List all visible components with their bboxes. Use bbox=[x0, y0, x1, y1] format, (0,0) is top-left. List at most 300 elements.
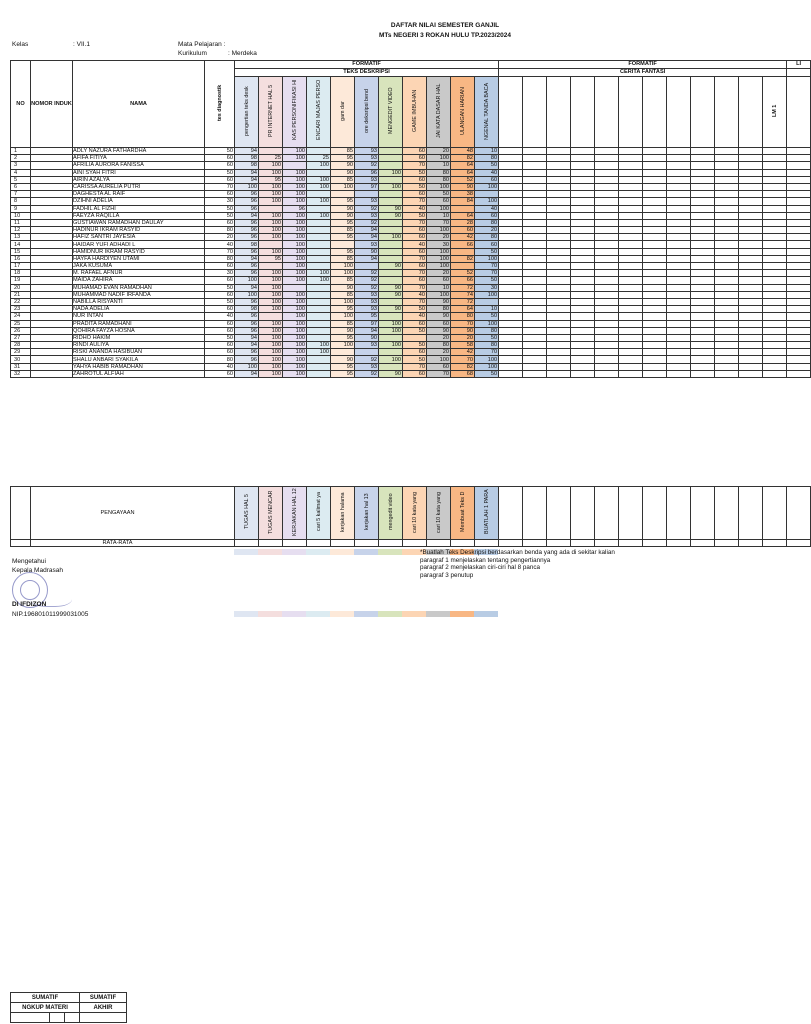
cell-blank bbox=[499, 176, 523, 183]
cell-blank bbox=[643, 284, 667, 291]
cell-blank bbox=[523, 155, 547, 162]
cell-blank bbox=[643, 162, 667, 169]
rata-cell bbox=[259, 540, 283, 547]
cell-blank bbox=[787, 212, 811, 219]
cell-blank bbox=[523, 255, 547, 262]
cell-score: 10 bbox=[427, 162, 451, 169]
cell-blank bbox=[763, 356, 787, 363]
cell-nomor-induk bbox=[31, 277, 73, 284]
cell-score: 90 bbox=[379, 263, 403, 270]
cell-score: 94 bbox=[235, 370, 259, 377]
cell-score: 94 bbox=[235, 284, 259, 291]
cell-nama: CARISSA AURELIA PUTRI bbox=[73, 183, 205, 190]
cell-blank bbox=[547, 191, 571, 198]
cell-blank bbox=[787, 342, 811, 349]
cell-blank bbox=[499, 198, 523, 205]
cell-blank bbox=[715, 298, 739, 305]
title-line1: DAFTAR NILAI SEMESTER GANJIL bbox=[390, 22, 500, 29]
cell-blank bbox=[523, 277, 547, 284]
cell-score: 60 bbox=[403, 234, 427, 241]
table-row bbox=[11, 263, 811, 270]
cell-blank bbox=[547, 284, 571, 291]
header-subcol-label: MENGEDIT VIDEO bbox=[387, 87, 394, 135]
cell-blank bbox=[547, 155, 571, 162]
cell-blank bbox=[499, 241, 523, 248]
cell-blank bbox=[571, 248, 595, 255]
rata-cell bbox=[739, 540, 763, 547]
cell-tes: 60 bbox=[205, 155, 235, 162]
cell-blank bbox=[667, 356, 691, 363]
cell-blank bbox=[691, 205, 715, 212]
cell-score: 96 bbox=[235, 263, 259, 270]
color-swatch bbox=[330, 549, 354, 555]
cell-no: 21 bbox=[11, 291, 31, 298]
header-lm1-label: LM 1 bbox=[771, 104, 778, 118]
cell-no: 32 bbox=[11, 370, 31, 377]
cell-blank bbox=[787, 313, 811, 320]
cell-blank bbox=[667, 219, 691, 226]
cell-blank bbox=[763, 291, 787, 298]
cell-score bbox=[379, 298, 403, 305]
cell-blank bbox=[643, 169, 667, 176]
header-blank bbox=[787, 76, 811, 147]
cell-nama: SHALU ANBARI SYAKILA bbox=[73, 356, 205, 363]
color-swatch bbox=[402, 611, 426, 617]
cell-blank bbox=[595, 205, 619, 212]
cell-score: 60 bbox=[403, 263, 427, 270]
cell-score: 70 bbox=[403, 162, 427, 169]
cell-blank bbox=[595, 284, 619, 291]
cell-blank bbox=[523, 298, 547, 305]
cell-blank bbox=[547, 320, 571, 327]
cell-blank bbox=[595, 227, 619, 234]
cell-blank bbox=[595, 306, 619, 313]
cell-blank bbox=[619, 306, 643, 313]
header-subcol-label: ore deksripsi bend bbox=[363, 88, 370, 133]
cell-score bbox=[307, 291, 331, 298]
cell-score: 94 bbox=[235, 334, 259, 341]
pengayaan-subcol-label: TUGAS HAL 5 bbox=[243, 494, 250, 530]
cell-blank bbox=[715, 148, 739, 155]
cell-score: 93 bbox=[355, 306, 379, 313]
header-blank bbox=[499, 76, 523, 147]
cell-blank bbox=[571, 320, 595, 327]
cell-blank bbox=[619, 363, 643, 370]
cell-blank bbox=[739, 169, 763, 176]
pengayaan-label: PENGAYAAN bbox=[31, 487, 235, 540]
pengayaan-subcol-label: KERJAKAN HAL 12 bbox=[291, 488, 298, 536]
cell-blank bbox=[499, 255, 523, 262]
cell-score: 100 bbox=[379, 169, 403, 176]
rata-cell bbox=[403, 540, 427, 547]
cell-blank bbox=[619, 320, 643, 327]
cell-score bbox=[307, 306, 331, 313]
table-row bbox=[11, 227, 811, 234]
cell-blank bbox=[643, 227, 667, 234]
cell-score: 100 bbox=[283, 277, 307, 284]
cell-score: 42 bbox=[451, 349, 475, 356]
cell-score: 100 bbox=[283, 306, 307, 313]
cell-blank bbox=[667, 263, 691, 270]
cell-score: 90 bbox=[331, 284, 355, 291]
cell-score: 60 bbox=[403, 370, 427, 377]
cell-blank bbox=[691, 191, 715, 198]
cell-blank bbox=[739, 176, 763, 183]
cell-score: 70 bbox=[427, 370, 451, 377]
cell-blank bbox=[667, 284, 691, 291]
cell-score: 90 bbox=[427, 327, 451, 334]
cell-blank bbox=[619, 334, 643, 341]
cell-no: 24 bbox=[11, 313, 31, 320]
cell-blank bbox=[763, 155, 787, 162]
table-row bbox=[11, 191, 811, 198]
cell-blank bbox=[739, 277, 763, 284]
cell-score: 98 bbox=[235, 306, 259, 313]
cell-score: 20 bbox=[427, 349, 451, 356]
cell-score: 100 bbox=[475, 363, 499, 370]
cell-score: 100 bbox=[307, 277, 331, 284]
cell-score: 100 bbox=[427, 227, 451, 234]
cell-blank bbox=[691, 155, 715, 162]
cell-score: 20 bbox=[427, 148, 451, 155]
cell-blank bbox=[643, 205, 667, 212]
cell-blank bbox=[715, 176, 739, 183]
cell-blank bbox=[499, 191, 523, 198]
cell-score: 80 bbox=[427, 342, 451, 349]
cell-score: 20 bbox=[427, 334, 451, 341]
table-row bbox=[11, 169, 811, 176]
cell-blank bbox=[643, 191, 667, 198]
color-swatch bbox=[282, 611, 306, 617]
cell-blank bbox=[643, 320, 667, 327]
cell-blank bbox=[787, 363, 811, 370]
cell-score: 100 bbox=[283, 334, 307, 341]
cell-score: 96 bbox=[235, 248, 259, 255]
cell-score: 64 bbox=[451, 306, 475, 313]
cell-blank bbox=[715, 327, 739, 334]
instruction-notes bbox=[420, 549, 615, 579]
cell-blank bbox=[547, 219, 571, 226]
cell-blank bbox=[739, 363, 763, 370]
cell-score bbox=[355, 191, 379, 198]
cell-blank bbox=[499, 291, 523, 298]
cell-score: 95 bbox=[331, 306, 355, 313]
cell-blank bbox=[667, 277, 691, 284]
cell-blank bbox=[763, 298, 787, 305]
cell-score: 98 bbox=[235, 155, 259, 162]
cell-tes: 60 bbox=[205, 263, 235, 270]
cell-blank bbox=[763, 234, 787, 241]
cell-score: 100 bbox=[259, 219, 283, 226]
cell-blank bbox=[643, 334, 667, 341]
cell-blank bbox=[547, 370, 571, 377]
cell-score: 94 bbox=[355, 227, 379, 234]
cell-score bbox=[475, 298, 499, 305]
header-subcol-label: PR INTERNET HAL 5 bbox=[267, 84, 274, 137]
cell-blank bbox=[739, 356, 763, 363]
cell-blank bbox=[523, 349, 547, 356]
cell-score: 52 bbox=[451, 176, 475, 183]
cell-score bbox=[379, 162, 403, 169]
header-subcol bbox=[475, 76, 499, 147]
cell-blank bbox=[643, 234, 667, 241]
cell-blank bbox=[763, 270, 787, 277]
pengayaan-subcol-label: TUGAS MENCAR bbox=[267, 490, 274, 534]
cell-nomor-induk bbox=[31, 169, 73, 176]
cell-score: 100 bbox=[283, 183, 307, 190]
cell-nama: JAKA KUSUMA bbox=[73, 263, 205, 270]
cell-score: 95 bbox=[259, 176, 283, 183]
cell-blank bbox=[787, 198, 811, 205]
header-teks-deskripsi: TEKS DESKRIPSI bbox=[235, 68, 499, 76]
cell-score: 66 bbox=[451, 241, 475, 248]
cell-score: 82 bbox=[451, 255, 475, 262]
cell-blank bbox=[763, 198, 787, 205]
cell-score: 94 bbox=[235, 148, 259, 155]
cell-blank bbox=[667, 155, 691, 162]
cell-nomor-induk bbox=[31, 255, 73, 262]
cell-score: 60 bbox=[403, 277, 427, 284]
peng-blank bbox=[619, 487, 643, 540]
cell-score: 98 bbox=[235, 162, 259, 169]
rata-cell bbox=[379, 540, 403, 547]
cell-nama: RINDI AULIYA bbox=[73, 342, 205, 349]
cell-blank bbox=[499, 320, 523, 327]
header-nomor-induk: NOMOR INDUK bbox=[31, 61, 73, 148]
cell-tes: 50 bbox=[205, 169, 235, 176]
cell-score: 100 bbox=[259, 227, 283, 234]
cell-score bbox=[379, 334, 403, 341]
cell-blank bbox=[667, 306, 691, 313]
cell-blank bbox=[787, 370, 811, 377]
cell-score: 80 bbox=[475, 219, 499, 226]
cell-score bbox=[379, 176, 403, 183]
cell-no: 1 bbox=[11, 148, 31, 155]
cell-score: 92 bbox=[355, 356, 379, 363]
cell-blank bbox=[691, 291, 715, 298]
cell-score: 100 bbox=[475, 255, 499, 262]
cell-blank bbox=[571, 234, 595, 241]
cell-blank bbox=[499, 212, 523, 219]
cell-score bbox=[307, 327, 331, 334]
pengayaan-subcol bbox=[451, 487, 475, 540]
cell-score: 96 bbox=[235, 198, 259, 205]
cell-blank bbox=[523, 284, 547, 291]
table-row bbox=[11, 284, 811, 291]
cell-blank bbox=[763, 342, 787, 349]
cell-score: 92 bbox=[355, 270, 379, 277]
table-row bbox=[11, 212, 811, 219]
cell-blank bbox=[547, 327, 571, 334]
cell-blank bbox=[739, 284, 763, 291]
cell-blank bbox=[619, 205, 643, 212]
cell-blank bbox=[739, 270, 763, 277]
cell-blank bbox=[643, 298, 667, 305]
cell-score: 100 bbox=[259, 327, 283, 334]
cell-blank bbox=[787, 255, 811, 262]
header-blank bbox=[715, 76, 739, 147]
cell-blank bbox=[763, 255, 787, 262]
cell-blank bbox=[667, 342, 691, 349]
cell-score: 98 bbox=[235, 241, 259, 248]
cell-score: 70 bbox=[475, 270, 499, 277]
cell-score: 96 bbox=[235, 320, 259, 327]
cell-blank bbox=[667, 234, 691, 241]
cell-score: 100 bbox=[259, 334, 283, 341]
header-lm1 bbox=[763, 76, 787, 147]
cell-tes: 50 bbox=[205, 148, 235, 155]
cell-nama: HAFIZ SANTRI JAYESIA bbox=[73, 234, 205, 241]
cell-blank bbox=[643, 176, 667, 183]
cell-score: 50 bbox=[475, 162, 499, 169]
cell-score: 100 bbox=[259, 291, 283, 298]
cell-blank bbox=[763, 176, 787, 183]
cell-blank bbox=[571, 148, 595, 155]
cell-blank bbox=[691, 284, 715, 291]
cell-score: 100 bbox=[283, 363, 307, 370]
cell-score: 38 bbox=[451, 191, 475, 198]
cell-score: 58 bbox=[451, 342, 475, 349]
cell-no: 11 bbox=[11, 219, 31, 226]
cell-blank bbox=[691, 176, 715, 183]
cell-blank bbox=[787, 234, 811, 241]
cell-blank bbox=[691, 219, 715, 226]
cell-score: 100 bbox=[283, 342, 307, 349]
pengayaan-subcol-label: cari 10 kata yang bbox=[435, 491, 442, 533]
cell-blank bbox=[643, 198, 667, 205]
cell-score bbox=[307, 284, 331, 291]
cell-score: 92 bbox=[355, 205, 379, 212]
cell-score: 100 bbox=[235, 363, 259, 370]
color-swatch bbox=[378, 611, 402, 617]
cell-score: 92 bbox=[355, 370, 379, 377]
table-row bbox=[11, 219, 811, 226]
cell-score: 95 bbox=[331, 363, 355, 370]
cell-blank bbox=[787, 227, 811, 234]
cell-score: 92 bbox=[355, 219, 379, 226]
cell-score: 95 bbox=[331, 334, 355, 341]
cell-blank bbox=[499, 342, 523, 349]
cell-tes: 60 bbox=[205, 327, 235, 334]
cell-blank bbox=[523, 227, 547, 234]
cell-blank bbox=[499, 334, 523, 341]
cell-score: 100 bbox=[331, 183, 355, 190]
cell-score: 96 bbox=[235, 219, 259, 226]
kepsek-nip: NIP.196801011999031005 bbox=[12, 611, 89, 618]
cell-score: 60 bbox=[475, 212, 499, 219]
cell-score: 90 bbox=[379, 212, 403, 219]
cell-blank bbox=[595, 248, 619, 255]
cell-nama: RIDHO HAKIM bbox=[73, 334, 205, 341]
cell-blank bbox=[667, 205, 691, 212]
cell-blank bbox=[499, 327, 523, 334]
cell-tes: 30 bbox=[205, 198, 235, 205]
cell-blank bbox=[691, 234, 715, 241]
cell-score: 100 bbox=[259, 298, 283, 305]
cell-tes: 60 bbox=[205, 306, 235, 313]
cell-score bbox=[283, 284, 307, 291]
cell-score bbox=[451, 263, 475, 270]
cell-blank bbox=[595, 169, 619, 176]
cell-blank bbox=[547, 306, 571, 313]
cell-blank bbox=[595, 277, 619, 284]
cell-score: 20 bbox=[427, 270, 451, 277]
cell-blank bbox=[667, 183, 691, 190]
cell-blank bbox=[499, 270, 523, 277]
cell-score: 70 bbox=[451, 356, 475, 363]
cell-blank bbox=[739, 219, 763, 226]
cell-score bbox=[259, 263, 283, 270]
cell-score: 90 bbox=[331, 212, 355, 219]
cell-score: 80 bbox=[427, 176, 451, 183]
cell-no: 10 bbox=[11, 212, 31, 219]
cell-score: 100 bbox=[475, 320, 499, 327]
header-blank bbox=[691, 76, 715, 147]
cell-blank bbox=[643, 241, 667, 248]
cell-blank bbox=[523, 212, 547, 219]
cell-score: 90 bbox=[427, 298, 451, 305]
cell-no: 8 bbox=[11, 198, 31, 205]
cell-score: 60 bbox=[427, 363, 451, 370]
cell-nomor-induk bbox=[31, 227, 73, 234]
cell-tes: 50 bbox=[205, 284, 235, 291]
cell-blank bbox=[715, 212, 739, 219]
cell-score: 80 bbox=[475, 234, 499, 241]
cell-nomor-induk bbox=[31, 205, 73, 212]
cell-nomor-induk bbox=[31, 148, 73, 155]
cell-blank bbox=[595, 155, 619, 162]
table-row bbox=[11, 313, 811, 320]
cell-score: 100 bbox=[307, 212, 331, 219]
cell-no: 23 bbox=[11, 306, 31, 313]
cell-score: 60 bbox=[451, 227, 475, 234]
cell-blank bbox=[619, 349, 643, 356]
cell-score: 40 bbox=[403, 241, 427, 248]
peng-blank bbox=[739, 487, 763, 540]
header-blank bbox=[643, 76, 667, 147]
header-nama: NAMA bbox=[73, 61, 205, 148]
cell-score bbox=[259, 241, 283, 248]
cell-score: 100 bbox=[259, 320, 283, 327]
cell-blank bbox=[739, 320, 763, 327]
cell-score: 25 bbox=[307, 155, 331, 162]
cell-score: 100 bbox=[379, 356, 403, 363]
cell-score bbox=[475, 191, 499, 198]
cell-score: 100 bbox=[259, 191, 283, 198]
cell-tes: 60 bbox=[205, 219, 235, 226]
cell-score bbox=[283, 162, 307, 169]
cell-blank bbox=[499, 183, 523, 190]
blank-cell bbox=[50, 1013, 65, 1023]
table-row bbox=[11, 277, 811, 284]
cell-blank bbox=[643, 356, 667, 363]
header-subcol-label: gam dar bbox=[339, 100, 346, 121]
kurikulum-label: Kurikulum bbox=[178, 50, 207, 57]
cell-score: 100 bbox=[475, 198, 499, 205]
cell-blank bbox=[523, 234, 547, 241]
cell-score: 70 bbox=[403, 198, 427, 205]
cell-blank bbox=[499, 155, 523, 162]
cell-nomor-induk bbox=[31, 349, 73, 356]
cell-score: 50 bbox=[403, 183, 427, 190]
header-blank bbox=[547, 76, 571, 147]
cell-score: 93 bbox=[355, 298, 379, 305]
cell-blank bbox=[787, 176, 811, 183]
cell-blank bbox=[763, 370, 787, 377]
rata-cell bbox=[475, 540, 499, 547]
cell-blank bbox=[763, 363, 787, 370]
cell-score: 97 bbox=[355, 320, 379, 327]
